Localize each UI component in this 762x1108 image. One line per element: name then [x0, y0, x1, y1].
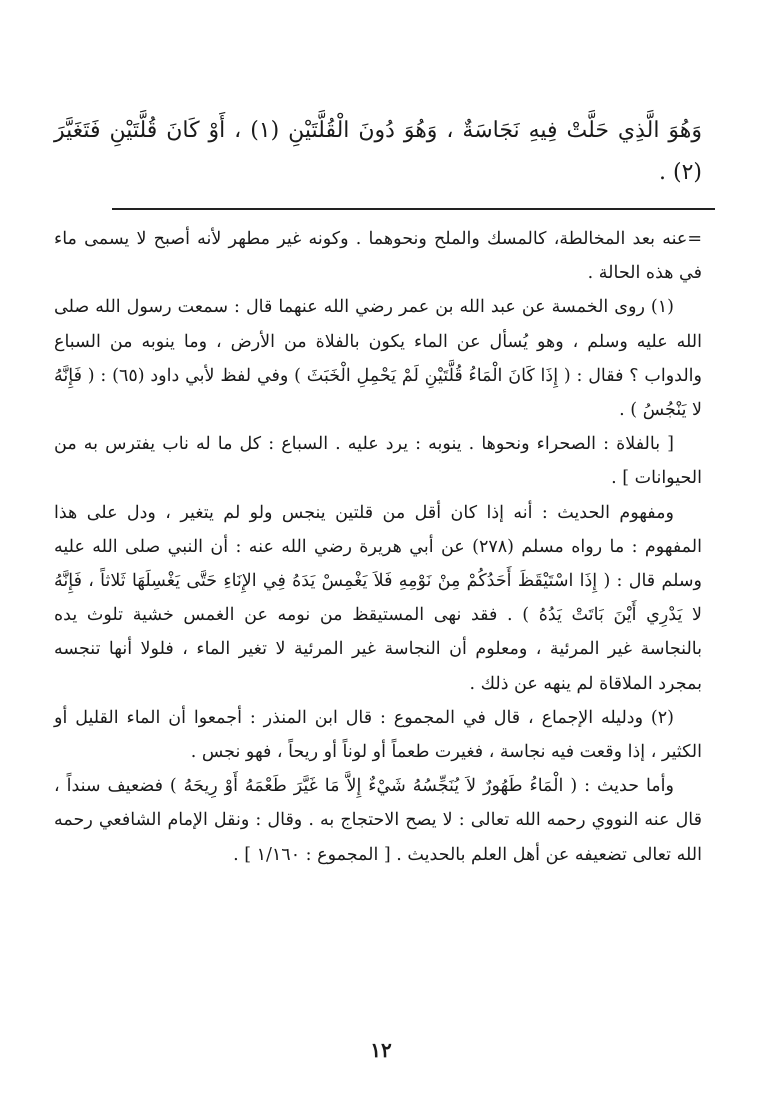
- footnote-2: (٢) ودليله الإجماع ، قال في المجموع : قال ابن المنذر : أجمعوا أن الماء القليل أو الكثير ، إذا وقعت فيه نجاسة ، فغيرت طعماً أو لوناً أو ريحاً ، فهو نجس .: [54, 707, 702, 763]
- footnote-continuation: =عنه بعد المخالطة، كالمسك والملح ونحوهما . وكونه غير مطهر لأنه أصبح لا يسمى ماء في هذه الحالة .: [54, 229, 702, 284]
- footnote-2-hadith-note: وأما حديث : ( الْمَاءُ طَهُورٌ لاَ يُنَجِّسُهُ شَيْءٌ إِلاَّ مَا غَيَّرَ طَعْمَهُ أَوْ رِيحَهُ ) فضعيف سنداً ، قال عنه النووي رحمه الله تعالى : لا يصح الاحتجاج به . وقال : ونقل الإمام الشافعي رحمه الله تعالى تضعيفه عن أهل العلم بالحديث . [ المجموع : ١/١٦٠ ] .: [54, 776, 702, 865]
- footnote-1-commentary: ومفهوم الحديث : أنه إذا كان أقل من قلتين ينجس ولو لم يتغير ، ودل على هذا المفهوم : ما رواه مسلم (٢٧٨) عن أبي هريرة رضي الله عنه : أن النبي صلى الله عليه وسلم قال : ( إِذَا اسْتَيْقَظَ أَحَدُكُمْ مِنْ نَوْمِهِ فَلاَ يَغْمِسْ يَدَهُ فِي الإِنَاءِ حَتَّى يَغْسِلَهَا ثَلاثاً ، فَإِنَّهُ لا يَدْرِي أَيْنَ بَاتَتْ يَدُهُ ) . فقد نهى المستيقظ من نومه عن الغمس خشية تلوث يده بالنجاسة غير المرئية ، ومعلوم أن النجاسة غير المرئية لا تغير الماء ، فلولا أنها تنجسه بمجرد الملاقاة لم ينهه عن ذلك .: [54, 502, 702, 694]
- footnotes: [54, 222, 702, 872]
- footnote-1-glossary: [ بالفلاة : الصحراء ونحوها . ينوبه : يرد عليه . السباع : كل ما له ناب يفترس به من الحيوانات ] .: [54, 434, 702, 489]
- main-text: وَهُوَ الَّذِي حَلَّتْ فِيهِ نَجَاسَةٌ ، وَهُوَ دُونَ الْقُلَّتَيْنِ (١) ، أَوْ كَانَ قُلَّتَيْنِ فَتَغَيَّرَ (٢) .: [54, 118, 702, 185]
- footnote-1: (١) روى الخمسة عن عبد الله بن عمر رضي الله عنهما قال : سمعت رسول الله صلى الله عليه وسلم ، وهو يُسأل عن الماء يكون بالفلاة من الأرض ، وما ينوبه من السباع والدواب ؟ فقال : ( إِذَا كَانَ الْمَاءُ قُلَّتَيْنِ لَمْ يَحْمِلِ الْخَبَثَ ) وفي لفظ لأبي داود (٦٥) : ( فَإِنَّهُ لا يَنْجُسُ ) .: [54, 297, 702, 421]
- footnote-separator: [112, 208, 715, 210]
- page-number: ١٢: [370, 1038, 392, 1062]
